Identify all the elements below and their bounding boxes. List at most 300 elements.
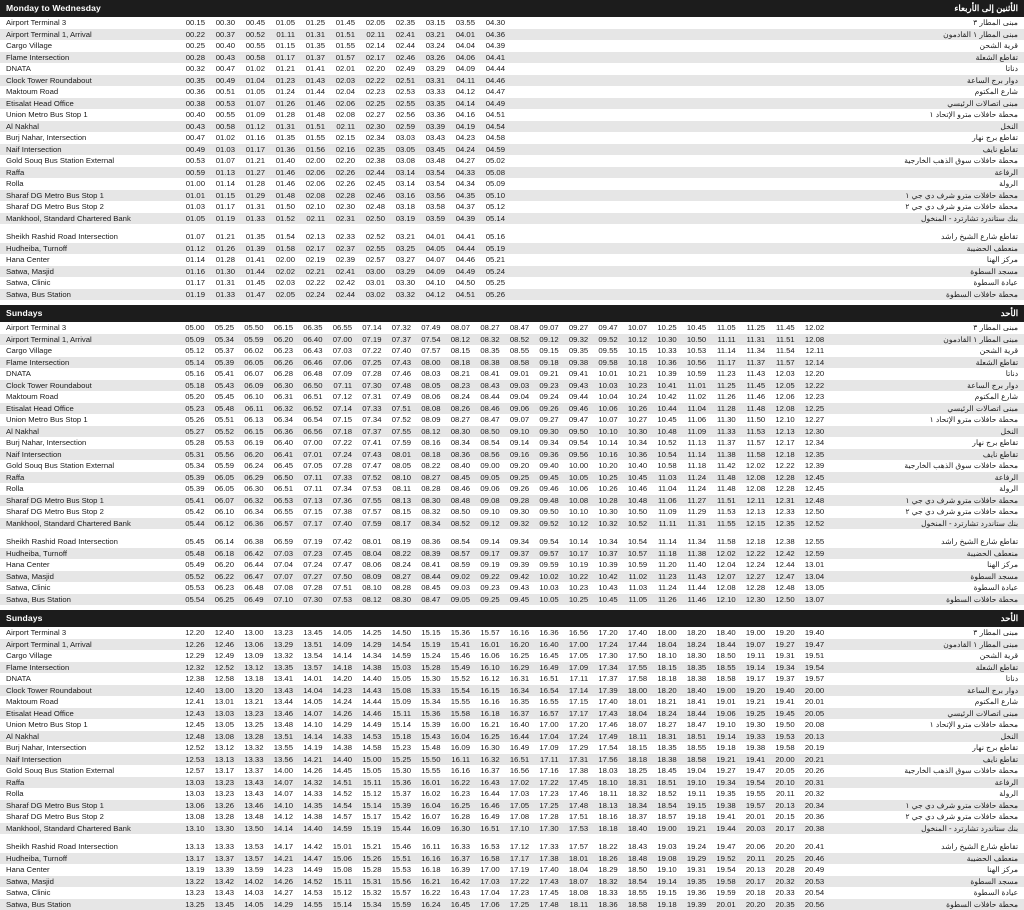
departure-time: 10.00 — [560, 460, 590, 472]
departure-time: 04.54 — [476, 121, 506, 133]
departure-time: 02.52 — [356, 231, 386, 243]
departure-time: 16.25 — [471, 731, 501, 743]
departure-time: 02.46 — [356, 190, 386, 202]
departure-time: 13.48 — [235, 811, 265, 823]
departure-time: 17.00 — [471, 864, 501, 876]
departure-time: 05.08 — [476, 167, 506, 179]
departure-time: 15.44 — [383, 823, 413, 835]
departure-time: 15.34 — [353, 899, 383, 910]
departure-time: 12.22 — [796, 380, 826, 392]
departure-time: 06.49 — [235, 594, 265, 606]
departure-time: 13.06 — [235, 639, 265, 651]
departure-time: 13.17 — [176, 853, 206, 865]
departure-time: 12.28 — [737, 582, 767, 594]
departure-time: 01.33 — [206, 289, 236, 301]
departure-time: 10.15 — [619, 345, 649, 357]
stop-name-en: Hudheiba, Turnoff — [0, 548, 176, 560]
departure-time: 08.34 — [412, 518, 442, 530]
departure-time: 16.25 — [501, 650, 531, 662]
departure-time: 14.42 — [294, 841, 324, 853]
departure-time: 17.46 — [560, 788, 590, 800]
departure-time: 19.41 — [766, 696, 796, 708]
stop-name-en: Union Metro Bus Stop 1 — [0, 109, 176, 121]
departure-time: 18.48 — [619, 853, 649, 865]
departure-time: 08.11 — [383, 483, 413, 495]
departure-time: 04.11 — [446, 75, 476, 87]
departure-time: 10.14 — [560, 536, 590, 548]
departure-time: 14.10 — [294, 719, 324, 731]
departure-time: 00.40 — [176, 109, 206, 121]
departure-time: 10.01 — [589, 368, 619, 380]
departure-time: 16.49 — [501, 742, 531, 754]
departure-time: 11.09 — [648, 506, 678, 518]
departure-time: 07.31 — [353, 391, 383, 403]
departure-time: 20.53 — [796, 876, 826, 888]
departure-time: 06.32 — [235, 495, 265, 507]
departure-time: 14.59 — [383, 650, 413, 662]
departure-time: 10.59 — [619, 559, 649, 571]
departure-time: 00.53 — [176, 155, 206, 167]
table-row — [0, 345, 1024, 357]
departure-time: 17.20 — [589, 627, 619, 639]
departure-time: 08.47 — [412, 594, 442, 606]
departure-time: 12.18 — [737, 536, 767, 548]
departure-time: 14.33 — [324, 731, 354, 743]
departure-time: 09.50 — [560, 426, 590, 438]
departure-time: 17.22 — [530, 777, 560, 789]
stop-name-ar: محطة حافلات السطوة — [506, 289, 1024, 301]
departure-time: 19.59 — [707, 887, 737, 899]
stop-name-ar: دوار برج الساعة — [825, 685, 1024, 697]
stop-name-en: Etisalat Head Office — [0, 98, 176, 110]
departure-time: 01.54 — [266, 231, 296, 243]
table-row — [0, 40, 1024, 52]
departure-time: 18.58 — [619, 899, 649, 910]
departure-time: 08.30 — [383, 594, 413, 606]
stop-name-en: Maktoum Road — [0, 696, 176, 708]
departure-time: 15.30 — [412, 673, 442, 685]
departure-time: 15.32 — [353, 887, 383, 899]
table-row — [0, 536, 1024, 548]
departure-time: 01.26 — [206, 243, 236, 255]
departure-time: 15.00 — [353, 754, 383, 766]
table-row — [0, 823, 1024, 835]
departure-time: 08.26 — [442, 403, 472, 415]
departure-time: 01.05 — [236, 86, 266, 98]
departure-time: 19.04 — [678, 765, 708, 777]
departure-time: 18.18 — [648, 673, 678, 685]
departure-time: 08.27 — [383, 571, 413, 583]
departure-time: 20.20 — [766, 841, 796, 853]
departure-time: 17.23 — [530, 788, 560, 800]
stop-name-ar: دوار برج الساعة — [825, 380, 1024, 392]
departure-time: 16.43 — [471, 777, 501, 789]
table-row — [0, 472, 1024, 484]
departure-time: 17.44 — [619, 639, 649, 651]
departure-time: 09.54 — [560, 437, 590, 449]
departure-time: 05.16 — [176, 368, 206, 380]
stop-name-en: Sharaf DG Metro Bus Stop 1 — [0, 190, 176, 202]
departure-time: 09.05 — [471, 472, 501, 484]
departure-time: 02.25 — [356, 98, 386, 110]
departure-time: 16.09 — [442, 742, 472, 754]
departure-time: 13.37 — [235, 765, 265, 777]
stop-name-en: DNATA — [0, 63, 176, 75]
departure-time: 14.07 — [294, 708, 324, 720]
departure-time: 10.26 — [589, 483, 619, 495]
departure-time: 12.40 — [206, 627, 236, 639]
departure-time: 14.47 — [294, 853, 324, 865]
departure-time: 18.04 — [619, 708, 649, 720]
departure-time: 14.50 — [383, 627, 413, 639]
departure-time: 02.35 — [356, 144, 386, 156]
departure-time: 01.44 — [296, 86, 326, 98]
departure-time: 16.22 — [442, 777, 472, 789]
departure-time: 12.52 — [206, 662, 236, 674]
stop-name-ar: محطة حافلات مترو الإتحاد ١ — [506, 109, 1024, 121]
departure-time: 15.11 — [353, 777, 383, 789]
stop-name-en: Cargo Village — [0, 345, 176, 357]
departure-time: 19.50 — [766, 719, 796, 731]
departure-time: 08.18 — [412, 449, 442, 461]
departure-time: 06.20 — [235, 449, 265, 461]
departure-time: 03.14 — [386, 167, 416, 179]
departure-time: 16.37 — [442, 853, 472, 865]
departure-time: 18.08 — [560, 887, 590, 899]
departure-time: 13.08 — [206, 731, 236, 743]
table-row — [0, 639, 1024, 651]
departure-time: 14.25 — [353, 627, 383, 639]
departure-time: 10.32 — [589, 518, 619, 530]
departure-time: 12.38 — [766, 536, 796, 548]
departure-time: 16.31 — [501, 673, 531, 685]
departure-time: 19.40 — [796, 627, 826, 639]
departure-time: 07.40 — [383, 345, 413, 357]
departure-time: 07.49 — [383, 391, 413, 403]
departure-time: 16.56 — [560, 627, 590, 639]
departure-time: 06.14 — [206, 536, 236, 548]
departure-time: 12.08 — [766, 403, 796, 415]
departure-time: 11.42 — [707, 460, 737, 472]
departure-time: 04.05 — [416, 243, 446, 255]
departure-time: 17.58 — [619, 673, 649, 685]
departure-time: 00.22 — [176, 29, 206, 41]
departure-time: 16.44 — [501, 731, 531, 743]
departure-time: 16.55 — [530, 696, 560, 708]
stop-name-ar: الرولة — [825, 483, 1024, 495]
departure-time: 13.19 — [176, 864, 206, 876]
departure-time: 13.33 — [206, 841, 236, 853]
table-row — [0, 190, 1024, 202]
departure-time: 04.34 — [446, 178, 476, 190]
departure-time: 12.43 — [176, 708, 206, 720]
stop-name-en: Satwa, Masjid — [0, 876, 176, 888]
departure-time: 16.20 — [501, 639, 531, 651]
departure-time: 11.24 — [648, 582, 678, 594]
departure-time: 02.45 — [356, 178, 386, 190]
table-row — [0, 109, 1024, 121]
departure-time: 12.08 — [737, 472, 767, 484]
departure-time: 18.50 — [707, 650, 737, 662]
departure-time: 12.13 — [766, 426, 796, 438]
departure-time: 00.38 — [176, 98, 206, 110]
departure-time: 01.36 — [266, 144, 296, 156]
departure-time: 01.55 — [326, 40, 356, 52]
stop-name-ar: محطة حافلات مترو شرف دي جي ١ — [825, 800, 1024, 812]
departure-time: 18.55 — [678, 742, 708, 754]
departure-time: 16.24 — [412, 899, 442, 910]
stop-name-en: Maktoum Road — [0, 391, 176, 403]
departure-time: 06.47 — [235, 571, 265, 583]
departure-time: 08.01 — [383, 449, 413, 461]
departure-time: 15.58 — [442, 708, 472, 720]
departure-time: 08.15 — [442, 345, 472, 357]
departure-time: 00.30 — [206, 17, 236, 29]
departure-time: 09.52 — [530, 518, 560, 530]
departure-time: 09.14 — [501, 437, 531, 449]
departure-time: 15.05 — [383, 673, 413, 685]
departure-time: 15.51 — [383, 853, 413, 865]
stop-name-en: Flame Intersection — [0, 662, 176, 674]
departure-time: 08.41 — [471, 368, 501, 380]
departure-time: 20.08 — [796, 719, 826, 731]
departure-time: 05.16 — [476, 231, 506, 243]
stop-name-en: Sharaf DG Metro Bus Stop 2 — [0, 506, 176, 518]
departure-time: 14.55 — [294, 899, 324, 910]
departure-time: 19.47 — [707, 841, 737, 853]
departure-time: 14.23 — [324, 685, 354, 697]
departure-time: 13.13 — [206, 754, 236, 766]
departure-time: 07.11 — [324, 380, 354, 392]
table-row — [0, 426, 1024, 438]
table-row — [0, 277, 1024, 289]
departure-time: 02.22 — [296, 277, 326, 289]
departure-time: 06.45 — [265, 460, 295, 472]
stop-name-en: Rolla — [0, 788, 176, 800]
departure-time: 13.03 — [176, 788, 206, 800]
departure-time: 01.58 — [266, 243, 296, 255]
departure-time: 13.12 — [206, 742, 236, 754]
departure-time: 03.00 — [356, 266, 386, 278]
departure-time: 02.38 — [356, 155, 386, 167]
departure-time: 07.45 — [324, 548, 354, 560]
departure-time: 09.20 — [501, 460, 531, 472]
departure-time: 05.09 — [176, 334, 206, 346]
departure-time: 13.23 — [176, 887, 206, 899]
table-row — [0, 460, 1024, 472]
stop-name-en: Burj Nahar, Intersection — [0, 742, 176, 754]
departure-time: 17.37 — [589, 673, 619, 685]
table-row — [0, 841, 1024, 853]
departure-time: 19.21 — [737, 696, 767, 708]
departure-time: 08.07 — [442, 322, 472, 334]
departure-time: 15.48 — [412, 742, 442, 754]
table-row — [0, 811, 1024, 823]
departure-time: 07.11 — [294, 483, 324, 495]
departure-time: 19.27 — [707, 765, 737, 777]
departure-time: 13.43 — [235, 788, 265, 800]
departure-time: 01.35 — [236, 231, 266, 243]
departure-time: 09.46 — [530, 483, 560, 495]
departure-time: 10.30 — [619, 426, 649, 438]
departure-time: 16.22 — [412, 887, 442, 899]
table-row — [0, 673, 1024, 685]
departure-time: 15.15 — [412, 627, 442, 639]
departure-time: 14.53 — [294, 887, 324, 899]
departure-time: 16.58 — [471, 853, 501, 865]
departure-time: 09.28 — [501, 495, 531, 507]
departure-time: 12.28 — [766, 483, 796, 495]
stop-name-ar: الرفاعة — [825, 777, 1024, 789]
departure-time: 04.37 — [446, 201, 476, 213]
departure-time: 19.00 — [648, 823, 678, 835]
departure-time: 03.29 — [386, 266, 416, 278]
departure-time: 08.12 — [353, 594, 383, 606]
departure-time: 13.13 — [176, 841, 206, 853]
departure-time: 12.44 — [766, 559, 796, 571]
departure-time: 14.26 — [265, 876, 295, 888]
departure-time: 17.11 — [530, 754, 560, 766]
gap-cell — [266, 224, 296, 231]
departure-time: 19.01 — [707, 696, 737, 708]
departure-time: 16.16 — [471, 696, 501, 708]
departure-time: 09.02 — [442, 571, 472, 583]
departure-time: 17.55 — [619, 662, 649, 674]
departure-time: 14.49 — [294, 864, 324, 876]
departure-time: 18.04 — [648, 639, 678, 651]
departure-time: 18.24 — [678, 639, 708, 651]
departure-time: 19.30 — [737, 719, 767, 731]
departure-time: 18.32 — [589, 876, 619, 888]
gap-cell — [206, 529, 236, 536]
departure-time: 09.01 — [501, 368, 531, 380]
departure-time: 04.41 — [476, 52, 506, 64]
stop-name-ar: مسجد السطوة — [506, 266, 1024, 278]
departure-time: 15.28 — [353, 864, 383, 876]
departure-time: 01.12 — [176, 243, 206, 255]
departure-time: 16.15 — [471, 685, 501, 697]
departure-time: 17.10 — [501, 823, 531, 835]
departure-time: 19.36 — [678, 887, 708, 899]
departure-time: 02.05 — [356, 17, 386, 29]
stop-name-ar: بنك ستاندرد تشارترد - المنخول — [506, 213, 1024, 225]
departure-time: 04.36 — [476, 29, 506, 41]
departure-time: 01.17 — [236, 144, 266, 156]
departure-time: 15.28 — [412, 662, 442, 674]
departure-time: 16.40 — [501, 719, 531, 731]
departure-time: 11.38 — [678, 548, 708, 560]
stop-name-en: Sheikh Rashid Road Intersection — [0, 231, 176, 243]
departure-time: 20.19 — [796, 742, 826, 754]
departure-time: 11.05 — [707, 322, 737, 334]
departure-time: 02.23 — [356, 86, 386, 98]
departure-time: 04.06 — [446, 52, 476, 64]
stop-name-ar: مبنى اتصالات الرئيسي — [825, 708, 1024, 720]
departure-time: 07.12 — [324, 391, 354, 403]
departure-time: 07.19 — [353, 334, 383, 346]
departure-time: 01.13 — [206, 167, 236, 179]
gap-cell — [766, 834, 796, 841]
departure-time: 08.30 — [442, 426, 472, 438]
departure-time: 12.20 — [176, 627, 206, 639]
departure-time: 16.16 — [442, 765, 472, 777]
departure-time: 07.10 — [265, 594, 295, 606]
departure-time: 14.14 — [324, 650, 354, 662]
departure-time: 12.42 — [766, 548, 796, 560]
departure-time: 03.55 — [446, 17, 476, 29]
departure-time: 15.46 — [442, 650, 472, 662]
departure-time: 19.21 — [678, 823, 708, 835]
departure-time: 01.37 — [296, 52, 326, 64]
section-header-row — [0, 610, 1024, 627]
departure-time: 18.07 — [619, 719, 649, 731]
stop-name-en: Al Nakhal — [0, 426, 176, 438]
departure-time: 13.09 — [235, 650, 265, 662]
gap-cell — [678, 529, 708, 536]
departure-time: 09.54 — [530, 536, 560, 548]
table-row — [0, 594, 1024, 606]
departure-time: 16.00 — [442, 719, 472, 731]
departure-time: 20.17 — [737, 876, 767, 888]
departure-time: 14.58 — [353, 742, 383, 754]
departure-time: 20.13 — [796, 731, 826, 743]
departure-time: 01.17 — [206, 201, 236, 213]
departure-time: 05.44 — [176, 518, 206, 530]
departure-time: 10.03 — [589, 380, 619, 392]
departure-time: 14.02 — [235, 876, 265, 888]
departure-time: 20.13 — [737, 864, 767, 876]
departure-time: 10.36 — [619, 449, 649, 461]
departure-time: 12.08 — [796, 334, 826, 346]
departure-time: 19.10 — [707, 719, 737, 731]
gap-cell — [476, 224, 506, 231]
departure-time: 06.20 — [265, 334, 295, 346]
departure-time: 01.56 — [296, 144, 326, 156]
departure-time: 04.58 — [476, 132, 506, 144]
departure-time: 20.20 — [737, 899, 767, 910]
departure-time: 18.11 — [589, 788, 619, 800]
stop-name-ar: محطة حافلات سوق الذهب الخارجية — [825, 460, 1024, 472]
departure-time: 11.04 — [678, 403, 708, 415]
departure-time: 14.26 — [294, 765, 324, 777]
table-row — [0, 777, 1024, 789]
departure-time: 07.43 — [353, 449, 383, 461]
departure-time: 15.41 — [442, 639, 472, 651]
departure-time: 13.23 — [265, 627, 295, 639]
departure-time: 10.39 — [589, 559, 619, 571]
gap-cell — [737, 529, 767, 536]
section-header-row — [0, 0, 1024, 17]
departure-time: 06.05 — [206, 483, 236, 495]
table-row — [0, 788, 1024, 800]
departure-time: 12.45 — [176, 719, 206, 731]
departure-time: 20.15 — [766, 811, 796, 823]
departure-time: 13.21 — [235, 696, 265, 708]
departure-time: 17.22 — [501, 876, 531, 888]
departure-time: 01.31 — [236, 201, 266, 213]
departure-time: 02.08 — [296, 190, 326, 202]
departure-time: 18.54 — [619, 876, 649, 888]
departure-time: 09.43 — [501, 582, 531, 594]
departure-time: 10.52 — [619, 518, 649, 530]
departure-time: 17.03 — [471, 876, 501, 888]
table-row — [0, 754, 1024, 766]
departure-time: 11.48 — [707, 472, 737, 484]
departure-time: 09.07 — [530, 322, 560, 334]
departure-time: 19.18 — [648, 899, 678, 910]
departure-time: 08.54 — [471, 437, 501, 449]
departure-time: 06.51 — [294, 391, 324, 403]
